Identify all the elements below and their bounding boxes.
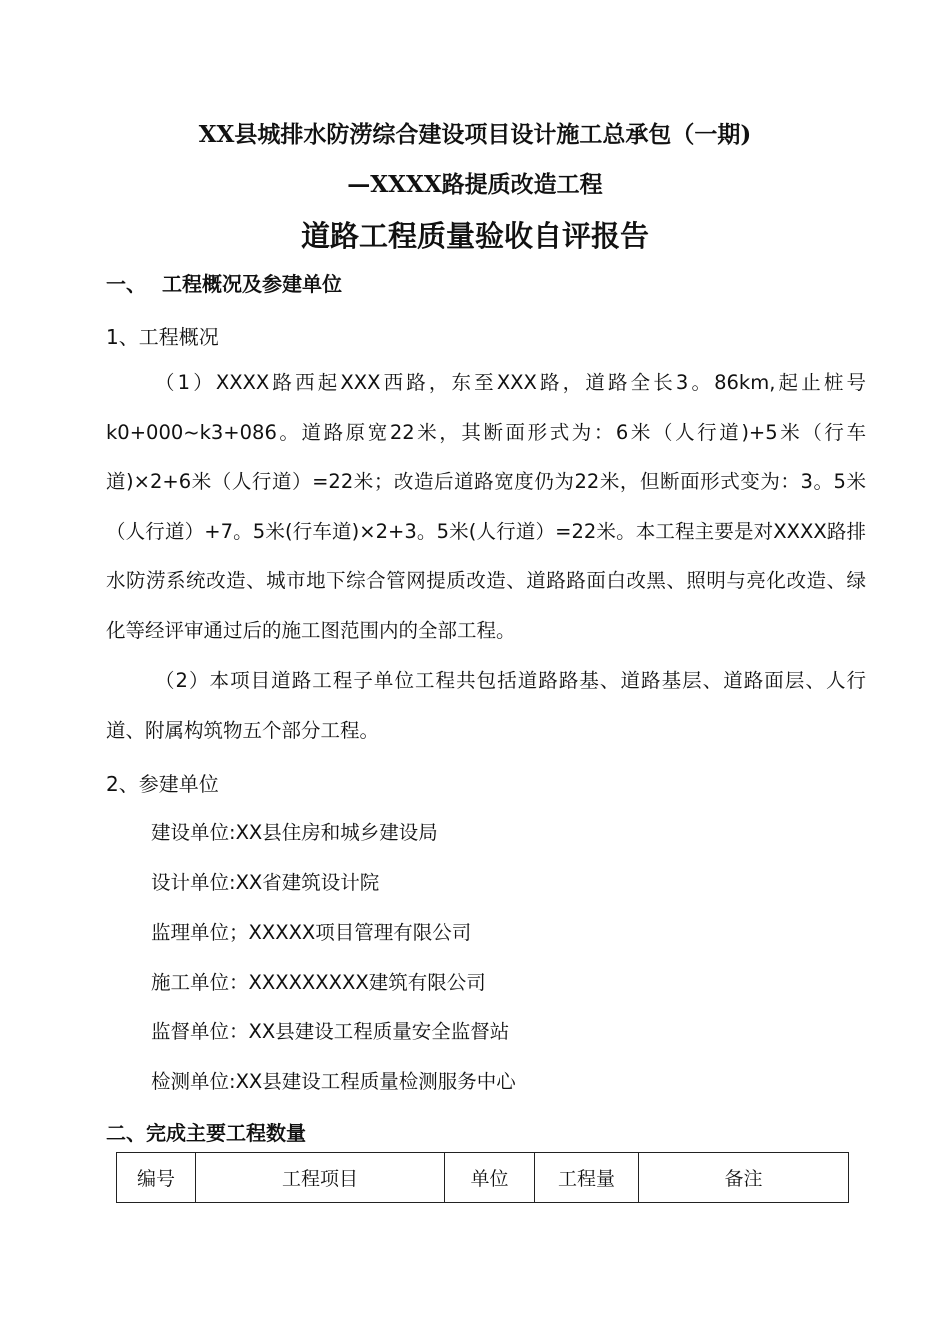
- section1-heading: [106, 268, 342, 297]
- section1-heading-text: 工程概况及参建单位: [162, 272, 342, 296]
- document-title-line2: —XXXX路提质改造工程: [347, 171, 603, 198]
- unit-oversight: 监督单位：XX县建设工程质量安全监督站: [151, 1020, 510, 1043]
- section2-heading: 二、完成主要工程数量: [106, 1121, 306, 1145]
- col-header-number: 编号: [117, 1153, 196, 1203]
- document-title-line1: XX县城排水防涝综合建设项目设计施工总承包（一期): [198, 121, 752, 148]
- unit-testing: 检测单位:XX县建设工程质量检测服务中心: [151, 1070, 516, 1093]
- quantity-table: [116, 1152, 849, 1203]
- unit-supervision: 监理单位；XXXXX项目管理有限公司: [151, 921, 472, 944]
- overview-paragraph-2: （2）本项目道路工程子单位工程共包括道路路基、道路基层、道路面层、人行道、附属构筑物五个部分工程。: [106, 669, 866, 742]
- col-header-remarks: 备注: [639, 1153, 849, 1203]
- col-header-unit: 单位: [445, 1153, 535, 1203]
- unit-contractor: 施工单位：XXXXXXXXX建筑有限公司: [151, 971, 486, 994]
- subsection-overview-heading: 1、工程概况: [106, 325, 219, 349]
- table-header-row: [117, 1153, 849, 1203]
- section1-number: 一、: [106, 272, 146, 296]
- document-main-title: 道路工程质量验收自评报告: [300, 219, 649, 253]
- col-header-quantity: 工程量: [535, 1153, 639, 1203]
- unit-construction: 建设单位:XX县住房和城乡建设局: [151, 821, 438, 844]
- overview-paragraph-1: （1）XXXX路西起XXX西路，东至XXX路，道路全长3。86km,起止桩号k0+000~k3+086。道路原宽22米，其断面形式为：6米（人行道)+5米（行车道)×2+6米（人行道）=22米；改造后道路宽度仍为22米，但断面形式变为：3。5米（人行道）+7。5米(行车道)×2+3。5米(人行道）=22米。本工程主要是对XXXX路排水防涝系统改造、城市地下综合管网提质改造、道路路面白改黑、照明与亮化改造、绿化等经评审通过后的施工图范围内的全部工程。: [106, 371, 866, 642]
- unit-design: 设计单位:XX省建筑设计院: [151, 871, 380, 894]
- subsection-units-heading: 2、参建单位: [106, 772, 219, 796]
- col-header-item: 工程项目: [196, 1153, 445, 1203]
